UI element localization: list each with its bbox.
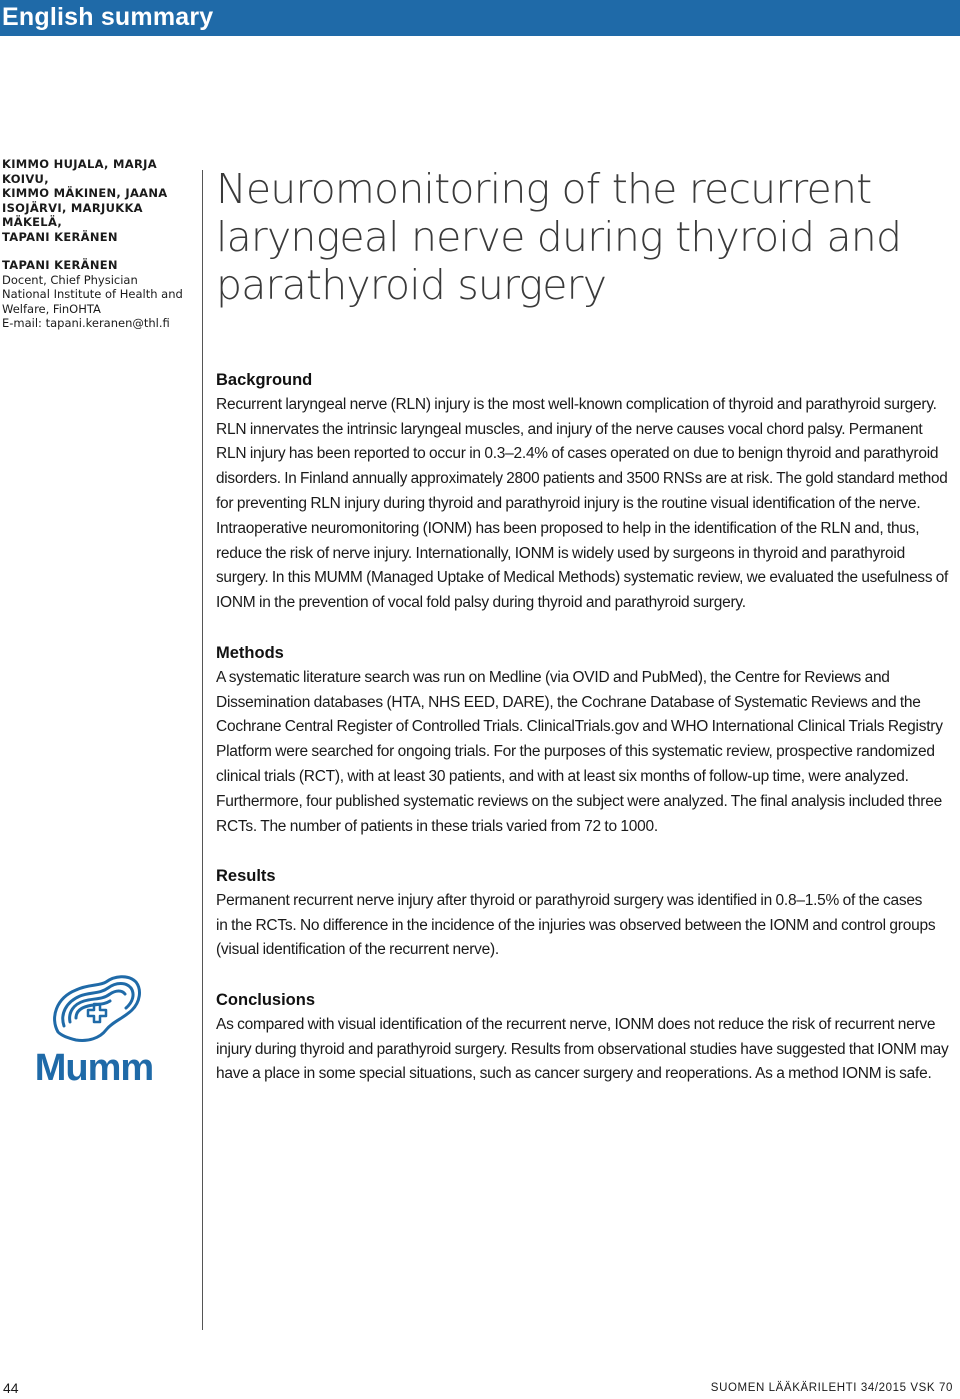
text-line: surgery. In this MUMM (Managed Uptake of Medical Methods) systematic review, we evaluated the usefulness of — [216, 569, 949, 587]
text-line: IONM in the prevention of vocal fold palsy during thyroid and parathyroid surgery. — [216, 594, 746, 612]
section-body — [216, 666, 956, 840]
text-line: reduce the risk of nerve injury. Internationally, IONM is widely used by surgeons in thyroid and parathyroid — [216, 544, 905, 562]
section-background — [216, 368, 956, 616]
text-line: for preventing RLN injury during thyroid and parathyroid injury is the routine visual identification of the nerve. — [216, 494, 921, 512]
text-line: RLN innervates the intrinsic laryngeal muscles, and injury of the nerve causes vocal chord palsy. Permanent — [216, 420, 923, 438]
page-number: 44 — [3, 1380, 19, 1396]
section-body — [216, 1013, 956, 1087]
section-heading: Background — [216, 371, 313, 389]
text-line: Recurrent laryngeal nerve (RLN) injury is the most well-known complication of thyroid and parathyroid surgery. — [216, 395, 937, 413]
contact-line: National Institute of Health and — [2, 287, 183, 301]
text-line: in the RCTs. No difference in the incidence of the injuries was observed between the IONM and control groups — [216, 916, 936, 934]
header-bar — [0, 0, 960, 36]
section-heading: Conclusions — [216, 991, 316, 1009]
author-line: KIMMO MÄKINEN, JAANA — [2, 186, 168, 200]
section-title: English summary — [2, 3, 214, 31]
section-conclusions — [216, 988, 956, 1087]
logo-wordmark: Mumm — [36, 1047, 152, 1086]
text-line: have a place in some special situations, such as cancer surgery and reoperations. As a method IONM is safe. — [216, 1065, 932, 1083]
text-line: clinical trials (RCT), with at least 30 patients, and with at least six months of follow-up time, were analyzed. — [216, 767, 909, 785]
section-methods — [216, 641, 956, 839]
section-results — [216, 864, 956, 963]
text-line: Permanent recurrent nerve injury after thyroid or parathyroid surgery was identified in 0.8–1.5% of the cases — [216, 891, 923, 909]
text-line: RCTs. The number of patients in these trials varied from 72 to 1000. — [216, 817, 658, 835]
contact-line: Docent, Chief Physician — [2, 272, 138, 287]
text-line: (visual identification of the recurrent nerve). — [216, 941, 499, 959]
section-heading: Results — [216, 867, 276, 885]
text-line: RLN injury has been reported to occur in 0.3–2.4% of cases operated on due to benign thyroid and parathyroid — [216, 445, 939, 463]
author-line: TAPANI KERÄNEN — [2, 229, 118, 244]
contact-line: Welfare, FinOHTA — [2, 301, 101, 316]
column-divider — [202, 170, 203, 1330]
title-line: parathyroid surgery — [216, 261, 607, 309]
text-line: Dissemination databases (HTA, NHS EED, DARE), the Cochrane Database of Systematic Reviews and the — [216, 693, 921, 711]
author-line: KIMMO HUJALA, MARJA KOIVU, — [2, 157, 157, 186]
publication-info: SUOMEN LÄÄKÄRILEHTI 34/2015 VSK 70 — [710, 1382, 953, 1394]
article-title — [216, 165, 946, 309]
section-body — [216, 889, 956, 963]
text-line: A systematic literature search was run on Medline (via OVID and PubMed), the Centre for Reviews and — [216, 668, 890, 686]
text-line: injury during thyroid and parathyroid surgery. Results from observational studies have suggested that IONM may — [216, 1040, 949, 1058]
section-body — [216, 393, 956, 616]
mumm-logo — [36, 968, 152, 1086]
contact-name: TAPANI KERÄNEN — [2, 258, 118, 272]
text-line: As compared with visual identification of the recurrent nerve, IONM does not reduce the risk of recurrent nerve — [216, 1015, 936, 1033]
contact-email: E-mail: tapani.keranen@thl.fi — [2, 316, 170, 330]
section-heading: Methods — [216, 644, 284, 662]
mumm-logo-icon — [36, 968, 152, 1086]
text-line: disorders. In Finland annually approximately 2800 patients and 3500 RNSs are at risk. The gold standard method — [216, 470, 948, 488]
contact-block — [2, 258, 197, 331]
title-line: Neuromonitoring of the recurrent — [216, 165, 872, 213]
text-line: Platform were searched for ongoing trials. For the purposes of this systematic review, prospective randomized — [216, 743, 935, 761]
author-line: ISOJÄRVI, MARJUKKA MÄKELÄ, — [2, 200, 143, 229]
author-list — [2, 157, 197, 244]
author-sidebar — [2, 157, 197, 331]
title-line: laryngeal nerve during thyroid and — [216, 213, 902, 261]
text-line: Intraoperative neuromonitoring (IONM) has been proposed to help in the identification of the RLN and, thus, — [216, 519, 920, 537]
text-line: Cochrane Central Register of Controlled Trials. ClinicalTrials.gov and WHO International Clinical Trials Registry — [216, 718, 943, 736]
text-line: Furthermore, four published systematic reviews on the subject were analyzed. The final analysis included three — [216, 792, 942, 810]
